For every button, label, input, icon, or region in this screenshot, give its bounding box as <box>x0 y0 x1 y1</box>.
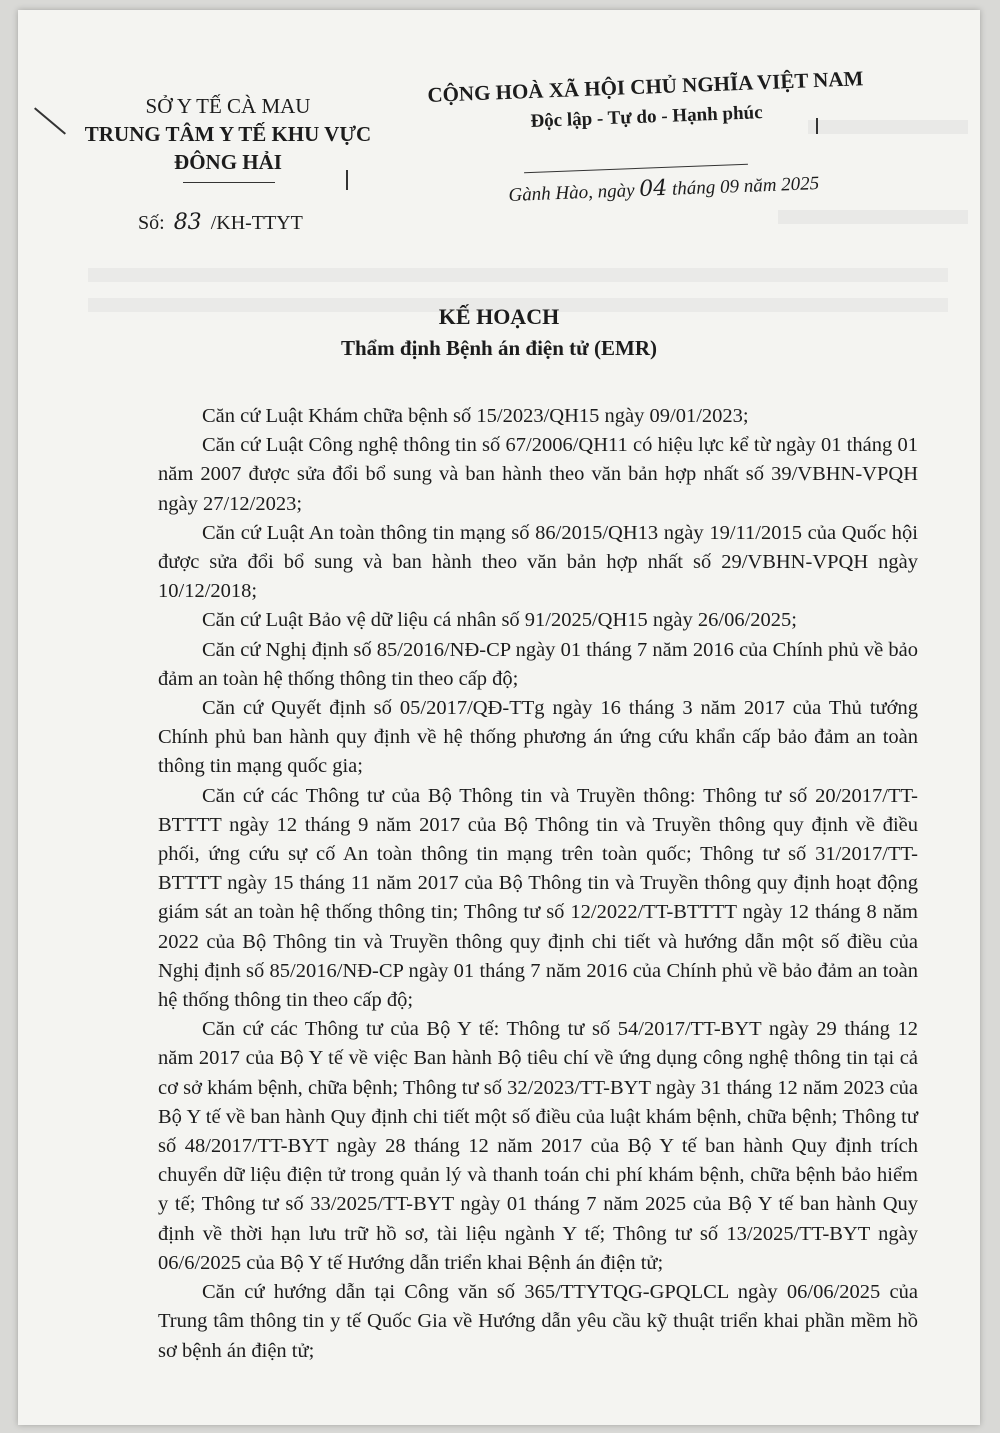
place-date <box>508 170 820 207</box>
document-body <box>158 402 918 1366</box>
slogan-underline <box>524 164 748 174</box>
pen-tick-mark <box>346 170 348 190</box>
agency-parent: SỞ Y TẾ CÀ MAU <box>145 94 311 118</box>
paragraph: Căn cứ Nghị định số 85/2016/NĐ-CP ngày 01 tháng 7 năm 2016 của Chính phủ về bảo đảm an toàn hệ thống thông tin theo cấp độ; <box>158 638 918 690</box>
paragraph: Căn cứ các Thông tư của Bộ Thông tin và Truyền thông: Thông tư số 20/2017/TT-BTTTT ngày 12 tháng 9 năm 2017 của Bộ Thông tin và Truyền thông quy định về điều phối, ứng cứu sự cố An toàn thông tin mạng trên toàn quốc; Thông tư số 31/2017/TT-BTTTT ngày 15 tháng 11 năm 2017 của Bộ Thông tin và Truyền thông quy định hoạt động giám sát an toàn hệ thống thông tin; Thông tư số 12/2022/TT-BTTTT ngày 12 tháng 8 năm 2022 của Bộ Thông tin và Truyền thông quy định chi tiết và hướng dẫn một số điều của Nghị định số 85/2016/NĐ-CP ngày 01 tháng 7 năm 2016 của Chính phủ về bảo đảm an toàn hệ thống thông tin theo cấp độ; <box>158 784 918 1012</box>
document-number <box>138 210 303 235</box>
bleed-through-mark <box>88 268 948 282</box>
document-subtitle: Thẩm định Bệnh án điện tử (EMR) <box>340 336 657 360</box>
paragraph: Căn cứ Luật Khám chữa bệnh số 15/2023/QH15 ngày 09/01/2023; <box>202 405 749 427</box>
national-slogan: Độc lập - Tự do - Hạnh phúc <box>530 102 763 133</box>
agency-name: TRUNG TÂM Y TẾ KHU VỰC <box>84 122 372 146</box>
paragraph: Căn cứ Luật Bảo vệ dữ liệu cá nhân số 91/2025/QH15 ngày 26/06/2025; <box>202 609 797 632</box>
agency-underline <box>183 182 275 183</box>
bleed-through-mark <box>778 210 968 224</box>
pen-tick-mark <box>816 118 818 134</box>
date-day-handwritten: 04 <box>638 175 668 202</box>
paragraph: Căn cứ Luật An toàn thông tin mạng số 86/2015/QH13 ngày 19/11/2015 của Quốc hội được sửa đổi bổ sung và ban hành theo văn bản hợp nhất số 29/VBHN-VPQH ngày 10/12/2018; <box>158 521 918 603</box>
nation-name: CỘNG HOÀ XÃ HỘI CHỦ NGHĨA VIỆT NAM <box>426 66 864 107</box>
document-page <box>18 10 980 1425</box>
agency-name-line2: ĐÔNG HẢI <box>174 150 282 174</box>
date-prefix: Gành Hào, ngày <box>508 180 635 206</box>
doc-number-suffix: /KH-TTYT <box>210 212 303 234</box>
document-title: KẾ HOẠCH <box>438 304 560 329</box>
date-suffix: tháng 09 năm 2025 <box>671 173 820 200</box>
paragraph: Căn cứ Quyết định số 05/2017/QĐ-TTg ngày 16 tháng 3 năm 2017 của Thủ tướng Chính phủ ban hành quy định về hệ thống phương án ứng cứu khẩn cấp bảo đảm an toàn thông tin mạng quốc gia; <box>158 697 918 778</box>
paragraph: Căn cứ các Thông tư của Bộ Y tế: Thông tư số 54/2017/TT-BYT ngày 29 tháng 12 năm 2017 của Bộ Y tế về việc Ban hành Bộ tiêu chí về ứng dụng công nghệ thông tin tại cả cơ sở khám bệnh, chữa bệnh; Thông tư số 32/2023/TT-BYT ngày 31 tháng 12 năm 2023 của Bộ Y tế về ban hành Quy định chi tiết một số điều của luật khám bệnh, chữa bệnh; Thông tư số 48/2017/TT-BYT ngày 28 tháng 12 năm 2017 của Bộ Y tế ban hành Quy định trích chuyển dữ liệu điện tử trong quản lý và thanh toán chi phí khám bệnh, chữa bệnh bảo hiểm y tế; Thông tư số 33/2025/TT-BYT ngày 01 tháng 7 năm 2025 của Bộ Y tế ban hành Quy định về thời hạn lưu trữ hồ sơ, tài liệu ngành Y tế; Thông tư số 13/2025/TT-BYT ngày 06/6/2025 của Bộ Y tế Hướng dẫn triển khai Bệnh án điện tử; <box>158 1018 918 1274</box>
national-header <box>400 63 892 138</box>
doc-number-prefix: Số: <box>138 212 165 234</box>
bleed-through-mark <box>808 120 968 134</box>
agency-header <box>58 92 398 176</box>
paragraph: Căn cứ Luật Công nghệ thông tin số 67/2006/QH11 có hiệu lực kể từ ngày 01 tháng 01 năm 2007 được sửa đổi bổ sung và ban hành theo văn bản hợp nhất số 39/VBHN-VPQH ngày 27/12/2023; <box>158 434 918 515</box>
paragraph: Căn cứ hướng dẫn tại Công văn số 365/TTYTQG-GPQLCL ngày 06/06/2025 của Trung tâm thông tin y tế Quốc Gia về Hướng dẫn yêu cầu kỹ thuật triển khai phần mềm hồ sơ bệnh án điện tử; <box>158 1281 918 1362</box>
doc-number-handwritten: 83 <box>173 210 202 235</box>
